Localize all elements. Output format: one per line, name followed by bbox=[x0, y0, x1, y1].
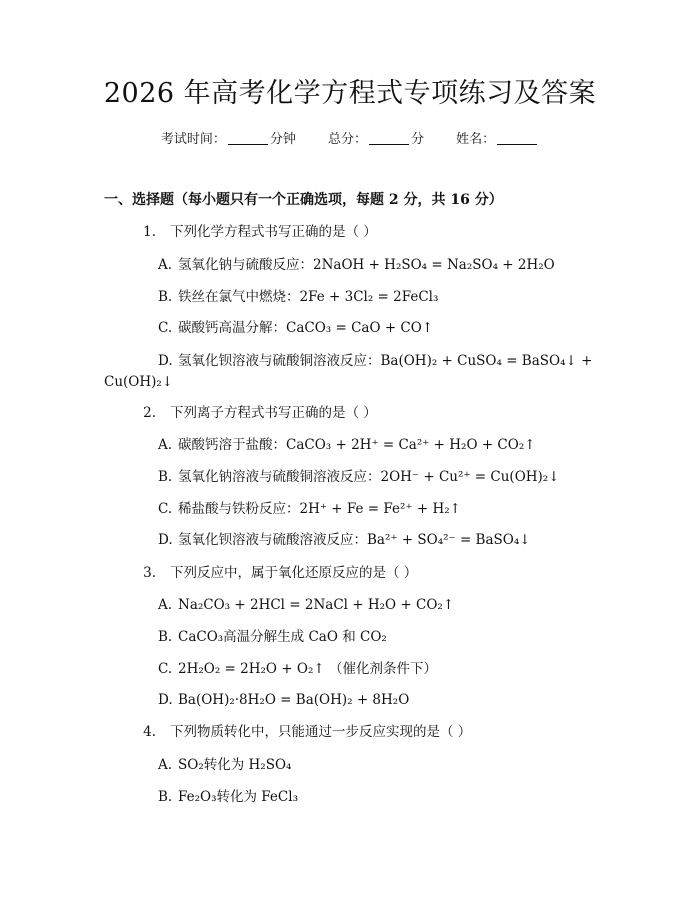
option bbox=[158, 255, 555, 275]
option-label: B. bbox=[158, 629, 173, 645]
option-label: A. bbox=[158, 257, 173, 273]
option bbox=[158, 435, 536, 455]
option-label: C. bbox=[158, 320, 173, 336]
question-number: 4. bbox=[143, 724, 156, 740]
question bbox=[104, 222, 377, 242]
option-label: A. bbox=[158, 757, 173, 773]
option-text: 氢氧化钠溶液与硫酸铜溶液反应：2OH⁻ + Cu²⁺ = Cu(OH)₂↓ bbox=[178, 469, 560, 485]
score-unit: 分 bbox=[411, 132, 425, 147]
time-label: 考试时间： bbox=[160, 132, 226, 147]
name-blank bbox=[497, 130, 537, 145]
option-label: A. bbox=[158, 597, 173, 613]
option-label: D. bbox=[158, 692, 173, 708]
option-text: 铁丝在氯气中燃烧：2Fe + 3Cl₂ = 2FeCl₃ bbox=[178, 289, 439, 305]
option bbox=[158, 287, 438, 307]
option-label: A. bbox=[158, 437, 173, 453]
score-field bbox=[328, 132, 428, 147]
option-text: Fe₂O₃转化为 FeCl₃ bbox=[178, 789, 298, 805]
question bbox=[104, 403, 377, 423]
option-text: 碳酸钙高温分解：CaCO₃ = CaO + CO↑ bbox=[178, 320, 434, 336]
option-label: D. bbox=[158, 353, 173, 369]
option bbox=[158, 595, 454, 615]
question-text: 下列化学方程式书写正确的是（ ） bbox=[170, 224, 377, 240]
option-continuation: Cu(OH)₂↓ bbox=[104, 374, 174, 390]
option-text: Ba(OH)₂·8H₂O = Ba(OH)₂ + 8H₂O bbox=[178, 692, 410, 708]
option-text: 氢氧化钡溶液与硫酸溶液反应：Ba²⁺ + SO₄²⁻ = BaSO₄↓ bbox=[178, 532, 531, 548]
option-label: B. bbox=[158, 289, 173, 305]
time-blank bbox=[228, 130, 268, 145]
option bbox=[158, 351, 592, 371]
option-label: B. bbox=[158, 789, 173, 805]
question-text: 下列反应中，属于氧化还原反应的是（ ） bbox=[170, 565, 418, 581]
option-text: SO₂转化为 H₂SO₄ bbox=[178, 757, 292, 773]
name-field bbox=[456, 132, 539, 147]
option-text: Na₂CO₃ + 2HCl = 2NaCl + H₂O + CO₂↑ bbox=[178, 597, 455, 613]
option bbox=[158, 530, 531, 550]
option-text: 碳酸钙溶于盐酸：CaCO₃ + 2H⁺ = Ca²⁺ + H₂O + CO₂↑ bbox=[178, 437, 536, 453]
option-text: 氢氧化钡溶液与硫酸铜溶液反应：Ba(OH)₂ + CuSO₄ = BaSO₄↓ + bbox=[178, 353, 593, 369]
option bbox=[158, 787, 298, 807]
question-text: 下列离子方程式书写正确的是（ ） bbox=[170, 405, 377, 421]
option bbox=[158, 467, 560, 487]
page-title: 2026 年高考化学方程式专项练习及答案 bbox=[103, 78, 597, 109]
option-label: C. bbox=[158, 501, 173, 517]
question bbox=[104, 722, 471, 742]
option-text: 稀盐酸与铁粉反应：2H⁺ + Fe = Fe²⁺ + H₂↑ bbox=[178, 501, 461, 517]
time-field bbox=[161, 132, 300, 147]
exam-meta bbox=[0, 130, 700, 150]
time-unit: 分钟 bbox=[269, 132, 296, 147]
option-label: B. bbox=[158, 469, 173, 485]
option-text: 2H₂O₂ = 2H₂O + O₂↑ （催化剂条件下） bbox=[178, 661, 437, 677]
question-number: 3. bbox=[143, 565, 156, 581]
option bbox=[158, 690, 409, 710]
option bbox=[158, 755, 291, 775]
question-number: 2. bbox=[143, 405, 156, 421]
option-label: D. bbox=[158, 532, 173, 548]
question-number: 1. bbox=[143, 224, 156, 240]
question-text: 下列物质转化中，只能通过一步反应实现的是（ ） bbox=[170, 724, 472, 740]
option bbox=[158, 499, 461, 519]
option bbox=[158, 318, 433, 338]
option-label: C. bbox=[158, 661, 173, 677]
option bbox=[158, 627, 387, 647]
option-text: CaCO₃高温分解生成 CaO 和 CO₂ bbox=[178, 629, 387, 645]
question bbox=[104, 563, 417, 583]
section-heading: 一、选择题（每小题只有一个正确选项，每题 2 分，共 16 分） bbox=[104, 192, 503, 208]
option bbox=[158, 659, 437, 679]
option-text: 氢氧化钠与硫酸反应：2NaOH + H₂SO₄ = Na₂SO₄ + 2H₂O bbox=[178, 257, 555, 273]
score-blank bbox=[369, 130, 409, 145]
score-label: 总分： bbox=[327, 132, 367, 147]
name-label: 姓名： bbox=[456, 132, 496, 147]
